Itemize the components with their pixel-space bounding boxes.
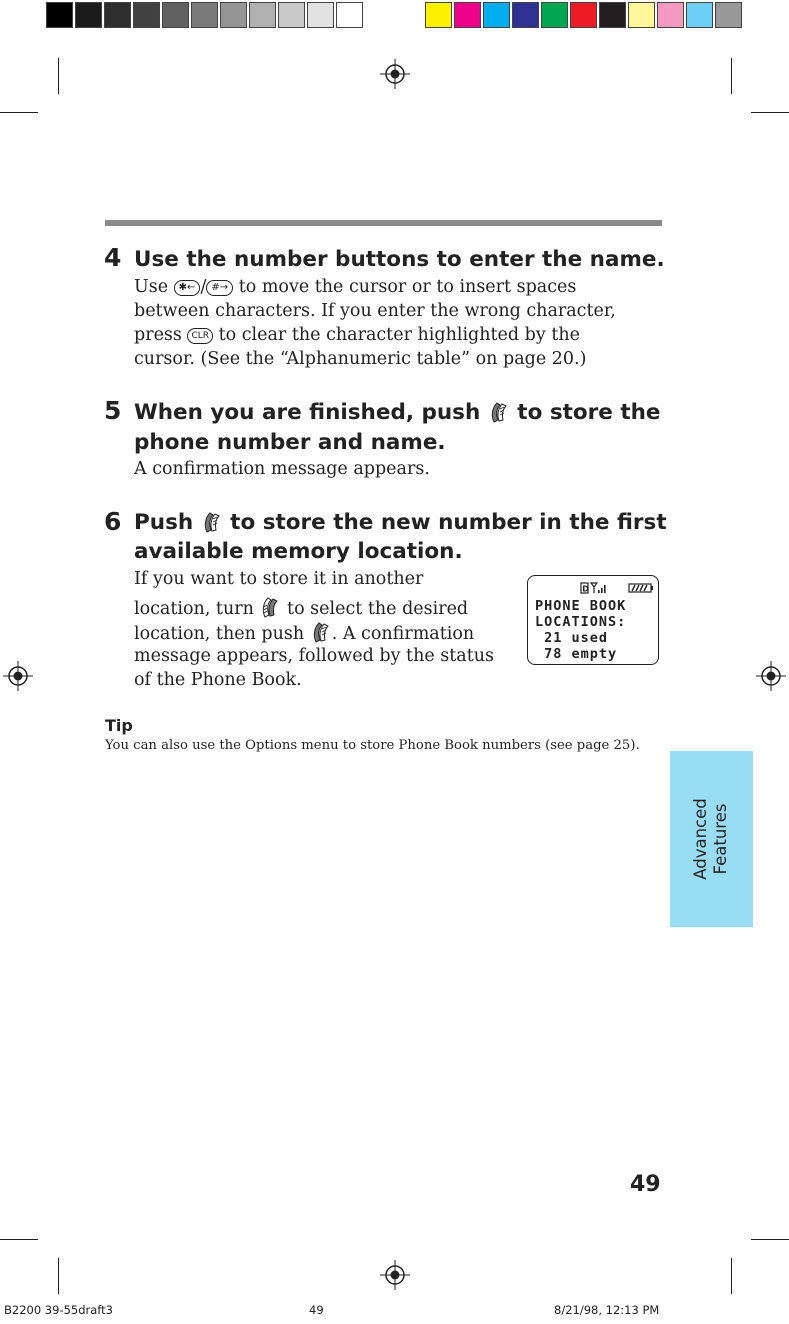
color-swatch	[483, 2, 510, 28]
step-body-line: cursor. (See the “Alphanumeric table” on page 20.)	[134, 349, 587, 369]
tip-text: You can also use the Options menu to store Phone Book numbers (see page 25).	[105, 738, 640, 753]
text: press	[134, 325, 182, 345]
jog-dial-turn-icon	[259, 595, 281, 619]
text: /	[200, 277, 207, 297]
registration-mark-icon	[756, 661, 786, 691]
text: location, then push	[134, 624, 305, 644]
crop-mark	[731, 58, 732, 94]
color-swatch	[454, 2, 481, 28]
text: Push	[134, 510, 194, 535]
text: Advanced	[691, 798, 710, 880]
step-body-line	[134, 324, 580, 348]
battery-icon	[628, 583, 654, 593]
crop-mark	[751, 1239, 789, 1240]
star-key-icon: ✱←	[174, 280, 201, 296]
color-swatch	[541, 2, 568, 28]
display-text-line: 21 used	[535, 630, 609, 646]
gray-swatch	[133, 2, 160, 28]
text: . A confirmation	[331, 624, 475, 644]
tip-label: Tip	[105, 716, 133, 735]
step-heading: phone number and name.	[134, 430, 446, 455]
step-body-line: between characters. If you enter the wrong character,	[134, 301, 616, 321]
text: to store the	[517, 400, 661, 425]
display-text-line: PHONE BOOK	[535, 598, 627, 614]
gray-swatch	[220, 2, 247, 28]
page-number: 49	[630, 1172, 661, 1197]
color-swatch	[599, 2, 626, 28]
gray-swatch	[162, 2, 189, 28]
step-body-line: A confirmation message appears.	[134, 459, 430, 479]
step-body-line: of the Phone Book.	[134, 670, 302, 690]
footer-timestamp: 8/21/98, 12:13 PM	[554, 1303, 660, 1317]
text: to store the new number in the first	[230, 510, 667, 535]
gray-swatch	[46, 2, 73, 28]
step-number: 4	[104, 243, 122, 272]
step-body-line	[134, 620, 474, 647]
crop-mark	[731, 1258, 732, 1294]
footer-page: 49	[309, 1303, 324, 1317]
step-body-line: If you want to store it in another	[134, 569, 424, 589]
section-side-tab-label	[691, 798, 731, 880]
step-heading	[134, 508, 667, 538]
jog-dial-push-icon	[488, 400, 510, 424]
display-text-line: 78 empty	[535, 646, 618, 662]
section-divider	[105, 220, 662, 226]
step-heading: available memory location.	[134, 539, 463, 564]
gray-swatch	[104, 2, 131, 28]
color-swatch	[512, 2, 539, 28]
gray-swatch	[336, 2, 363, 28]
gray-swatch	[278, 2, 305, 28]
step-body-line	[134, 276, 576, 300]
color-swatch	[715, 2, 742, 28]
step-number: 5	[104, 396, 122, 425]
hash-key-icon: #→	[206, 280, 233, 296]
gray-swatch	[307, 2, 334, 28]
text: to clear the character highlighted by the	[218, 325, 580, 345]
step-body-line: message appears, followed by the status	[134, 646, 495, 666]
color-swatch	[570, 2, 597, 28]
step-heading	[134, 398, 661, 428]
gray-swatch	[191, 2, 218, 28]
text: When you are finished, push	[134, 400, 481, 425]
crop-mark	[751, 112, 789, 113]
svg-text:D: D	[582, 584, 589, 594]
step-heading: Use the number buttons to enter the name.	[134, 247, 665, 272]
crop-mark	[0, 1239, 38, 1240]
signal-strength-icon	[580, 581, 610, 595]
text: Features	[711, 803, 730, 875]
color-swatch	[425, 2, 452, 28]
registration-mark-icon	[380, 59, 410, 89]
registration-mark-icon	[3, 661, 33, 691]
gray-swatch	[249, 2, 276, 28]
color-swatch	[657, 2, 684, 28]
text: Use	[134, 277, 169, 297]
phone-display-illustration	[527, 575, 659, 665]
crop-mark	[58, 58, 59, 94]
crop-mark	[58, 1258, 59, 1294]
jog-dial-push-icon	[310, 620, 332, 644]
crop-mark	[0, 112, 38, 113]
color-swatch	[628, 2, 655, 28]
gray-swatch	[75, 2, 102, 28]
text: to select the desired	[287, 599, 469, 619]
jog-dial-push-icon	[201, 510, 223, 534]
step-number: 6	[104, 507, 122, 536]
step-body-line	[134, 595, 468, 622]
clr-key-icon: CLR	[187, 328, 213, 344]
display-text-line: LOCATIONS:	[535, 614, 627, 630]
text: to move the cursor or to insert spaces	[238, 277, 577, 297]
footer-file-name: B2200 39-55draft3	[4, 1303, 113, 1317]
color-swatch	[686, 2, 713, 28]
text: location, turn	[134, 599, 254, 619]
registration-mark-icon	[380, 1260, 410, 1290]
